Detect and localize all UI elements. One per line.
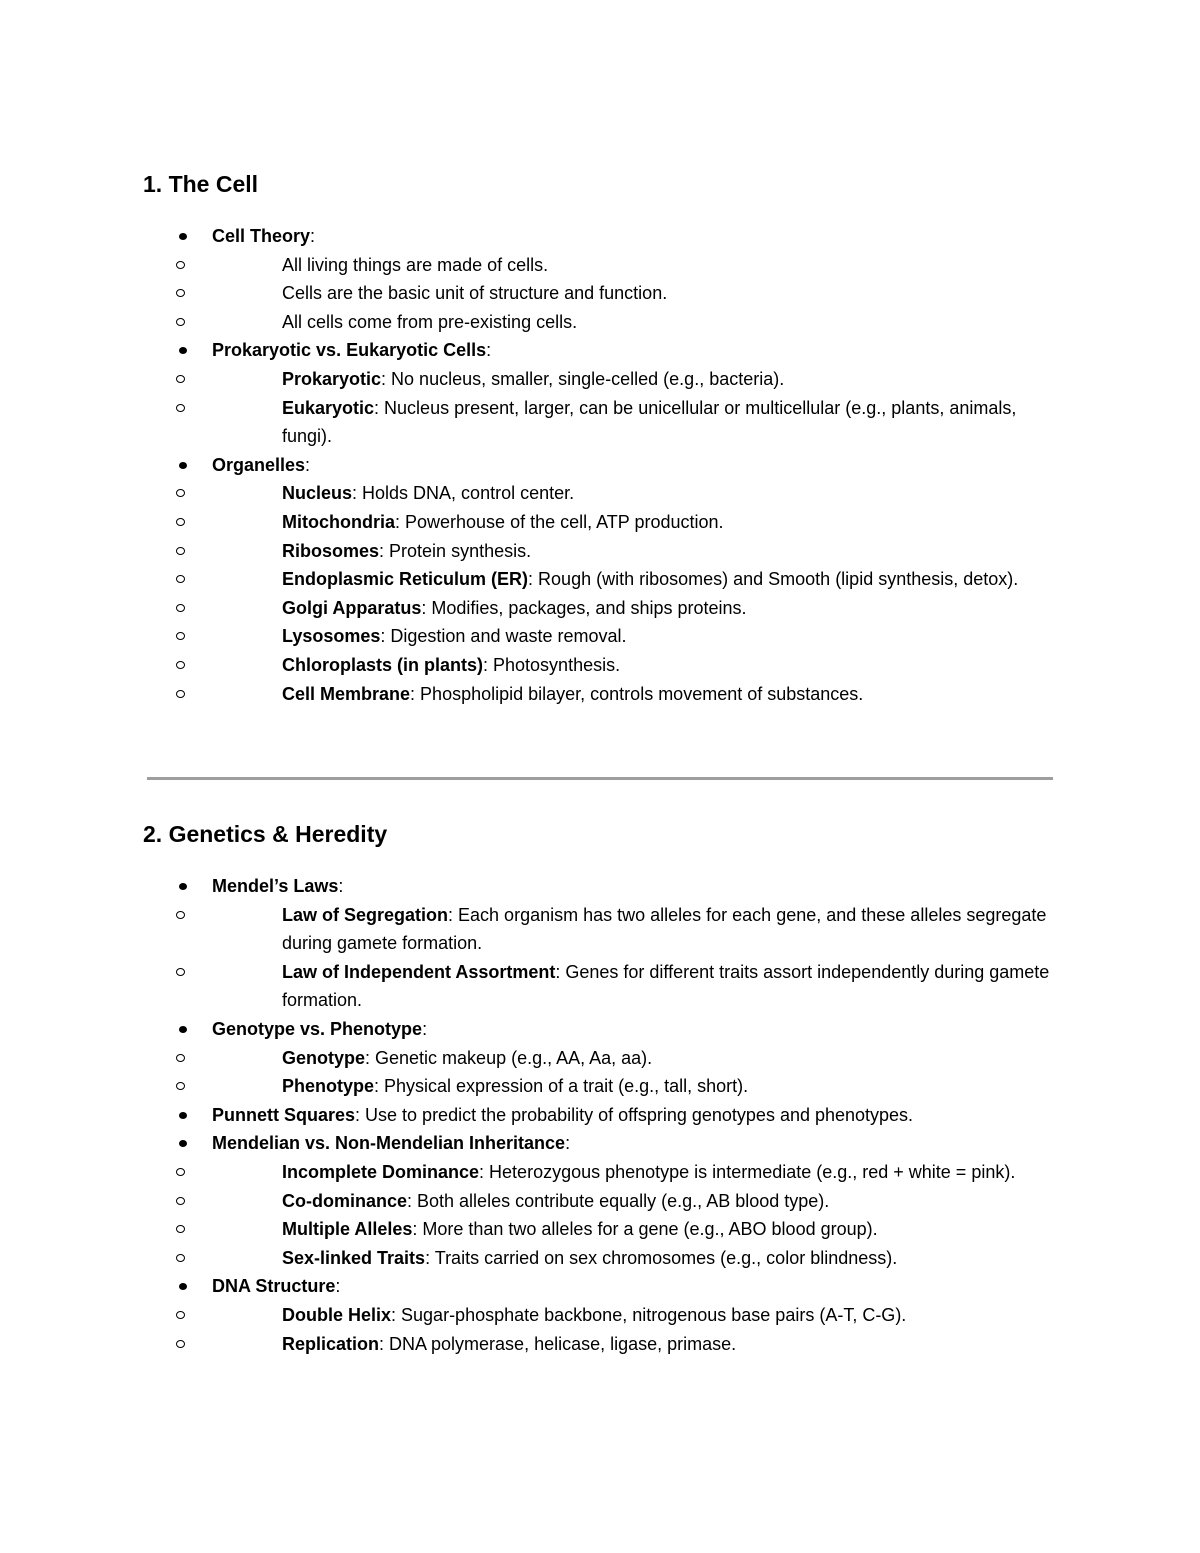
sub-item-term: Mitochondria: [282, 511, 395, 532]
sub-item-text: : Digestion and waste removal.: [380, 626, 627, 647]
horizontal-divider: [147, 777, 1053, 780]
sub-item-text: : Traits carried on sex chromosomes (e.g., color blindness).: [425, 1247, 898, 1268]
bullet-disc-icon: [179, 1140, 187, 1147]
sub-item-text: : DNA polymerase, helicase, ligase, primase.: [379, 1333, 737, 1354]
item-term: Genotype vs. Phenotype: [212, 1018, 423, 1039]
sub-list: [212, 251, 1063, 337]
sub-item-term: Double Helix: [282, 1304, 392, 1325]
sub-item-term: Replication: [282, 1333, 380, 1354]
sub-item-text: : No nucleus, smaller, single-celled (e.g., bacteria).: [381, 368, 785, 389]
sub-item-text: : Both alleles contribute equally (e.g., AB blood type).: [407, 1190, 830, 1211]
item-text: :: [422, 1018, 428, 1039]
sub-item-text: : Each organism has two alleles for each gene, and these alleles segregate during gamete formation.: [282, 904, 1047, 954]
sub-item-text: : Genes for different traits assort independently during gamete formation.: [282, 961, 1050, 1011]
bullet-circle-icon: [176, 375, 185, 383]
sub-item-text: : Genetic makeup (e.g., AA, Aa, aa).: [365, 1047, 653, 1068]
list-item: [143, 1272, 1063, 1358]
bullet-circle-icon: [176, 1054, 185, 1062]
sub-item-term: Ribosomes: [282, 540, 380, 561]
item-term: Mendelian vs. Non-Mendelian Inheritance: [212, 1133, 566, 1154]
bullet-disc-icon: [179, 1112, 187, 1119]
sub-list-item: [212, 1158, 1063, 1187]
sub-list-item: [212, 1330, 1063, 1359]
item-text: :: [305, 454, 311, 475]
sub-item-text: : Sugar-phosphate backbone, nitrogenous base pairs (A-T, C-G).: [391, 1304, 907, 1325]
bullet-circle-icon: [176, 518, 185, 526]
bullet-disc-icon: [179, 347, 187, 354]
sub-list: [212, 1158, 1063, 1272]
sub-list-item: [212, 901, 1063, 958]
bullet-circle-icon: [176, 575, 185, 583]
bullet-circle-icon: [176, 1311, 185, 1319]
sub-list-item: [212, 1244, 1063, 1273]
sub-item-text: : Photosynthesis.: [483, 654, 621, 675]
sub-list-item: [212, 537, 1063, 566]
sub-list: [212, 1301, 1063, 1358]
list-item: [143, 872, 1063, 1015]
section-heading: 2. Genetics & Heredity: [143, 821, 388, 847]
bullet-circle-icon: [176, 1225, 185, 1233]
item-term: Prokaryotic vs. Eukaryotic Cells: [212, 340, 487, 361]
item-text: : Use to predict the probability of offspring genotypes and phenotypes.: [355, 1104, 914, 1125]
sub-list-item: [212, 1301, 1063, 1330]
item-term: Mendel’s Laws: [212, 876, 339, 896]
list-item: [143, 1015, 1063, 1101]
sub-list: [212, 1044, 1063, 1101]
sub-item-term: Prokaryotic: [282, 368, 382, 389]
sub-item-term: Incomplete Dominance: [282, 1161, 480, 1182]
bullet-circle-icon: [176, 968, 185, 976]
sub-item-term: Co-dominance: [282, 1190, 408, 1211]
sub-item-text: : Nucleus present, larger, can be unicellular or multicellular (e.g., plants, animals, fungi).: [282, 397, 1017, 447]
bullet-circle-icon: [176, 1340, 185, 1348]
sub-list-item: [212, 365, 1063, 394]
bullet-disc-icon: [179, 462, 187, 469]
sub-item-text: : Holds DNA, control center.: [352, 483, 575, 504]
list-item: [143, 336, 1063, 450]
sub-list-item: [212, 958, 1063, 1015]
bullet-circle-icon: [176, 690, 185, 698]
section-the-cell: [143, 168, 1063, 708]
sub-list: [212, 901, 1063, 1015]
bullet-disc-icon: [179, 233, 187, 240]
bullet-circle-icon: [176, 489, 185, 497]
bullet-circle-icon: [176, 604, 185, 612]
sub-item-text: : Protein synthesis.: [379, 540, 532, 561]
sub-item-term: Eukaryotic: [282, 397, 375, 418]
sub-list-item: [212, 622, 1063, 651]
sub-list-item: [212, 680, 1063, 709]
sub-list-item: [212, 651, 1063, 680]
sub-list-item: [212, 1044, 1063, 1073]
bullet-circle-icon: [176, 1082, 185, 1090]
sub-list-item: [212, 479, 1063, 508]
bullet-disc-icon: [179, 1283, 187, 1290]
bullet-disc-icon: [179, 883, 187, 890]
sub-item-text: Cells are the basic unit of structure and function.: [282, 283, 668, 304]
sub-item-term: Lysosomes: [282, 626, 381, 647]
sub-list-item: [212, 394, 1063, 451]
bullet-circle-icon: [176, 547, 185, 555]
list-item: [143, 451, 1063, 708]
sub-item-term: Law of Segregation: [282, 904, 449, 925]
sub-item-term: Golgi Apparatus: [282, 597, 422, 618]
list-item: [143, 1129, 1063, 1272]
list-item: [143, 1101, 1063, 1130]
sub-item-text: : Modifies, packages, and ships proteins.: [421, 597, 747, 618]
bullet-list: [143, 222, 1063, 708]
item-text: :: [335, 1276, 341, 1297]
sub-item-term: Genotype: [282, 1047, 366, 1068]
item-text: :: [565, 1133, 571, 1154]
sub-list-item: [212, 1072, 1063, 1101]
item-text: :: [310, 226, 316, 246]
item-term: Cell Theory: [212, 226, 311, 246]
sub-item-text: : Heterozygous phenotype is intermediate (e.g., red + white = pink).: [479, 1161, 1016, 1182]
sub-item-text: All living things are made of cells.: [282, 254, 549, 275]
sub-list-item: [212, 308, 1063, 337]
item-term: DNA Structure: [212, 1276, 336, 1297]
item-term: Organelles: [212, 454, 306, 475]
bullet-circle-icon: [176, 289, 185, 297]
bullet-list: [143, 872, 1063, 1358]
sub-item-term: Nucleus: [282, 483, 353, 504]
list-item: [143, 222, 1063, 336]
sub-item-text: : More than two alleles for a gene (e.g., ABO blood group).: [412, 1219, 878, 1240]
sub-list-item: [212, 1187, 1063, 1216]
bullet-circle-icon: [176, 911, 185, 919]
sub-list-item: [212, 594, 1063, 623]
section-genetics-heredity: [143, 818, 1063, 1358]
sub-item-term: Phenotype: [282, 1076, 375, 1097]
bullet-circle-icon: [176, 1254, 185, 1262]
item-term: Punnett Squares: [212, 1104, 356, 1125]
sub-item-term: Multiple Alleles: [282, 1219, 413, 1240]
sub-list-item: [212, 251, 1063, 280]
section-heading: 1. The Cell: [143, 171, 259, 197]
sub-item-text: All cells come from pre-existing cells.: [282, 311, 578, 332]
sub-item-term: Chloroplasts (in plants): [282, 654, 484, 675]
sub-item-text: : Rough (with ribosomes) and Smooth (lipid synthesis, detox).: [528, 569, 1019, 590]
bullet-circle-icon: [176, 1168, 185, 1176]
item-text: :: [338, 876, 344, 896]
bullet-circle-icon: [176, 1197, 185, 1205]
sub-item-text: : Powerhouse of the cell, ATP production.: [395, 511, 724, 532]
item-text: :: [486, 340, 492, 361]
bullet-disc-icon: [179, 1026, 187, 1033]
sub-list: [212, 365, 1063, 451]
sub-list-item: [212, 1215, 1063, 1244]
sub-list-item: [212, 279, 1063, 308]
sub-item-term: Law of Independent Assortment: [282, 961, 556, 982]
bullet-circle-icon: [176, 632, 185, 640]
sub-item-text: : Physical expression of a trait (e.g., tall, short).: [374, 1076, 749, 1097]
sub-list-item: [212, 565, 1063, 594]
sub-list-item: [212, 508, 1063, 537]
sub-item-term: Cell Membrane: [282, 683, 411, 704]
bullet-circle-icon: [176, 261, 185, 269]
bullet-circle-icon: [176, 661, 185, 669]
bullet-circle-icon: [176, 318, 185, 326]
bullet-circle-icon: [176, 404, 185, 412]
sub-list: [212, 479, 1063, 708]
sub-item-term: Endoplasmic Reticulum (ER): [282, 569, 529, 590]
sub-item-term: Sex-linked Traits: [282, 1247, 426, 1268]
sub-item-text: : Phospholipid bilayer, controls movement of substances.: [410, 683, 864, 704]
